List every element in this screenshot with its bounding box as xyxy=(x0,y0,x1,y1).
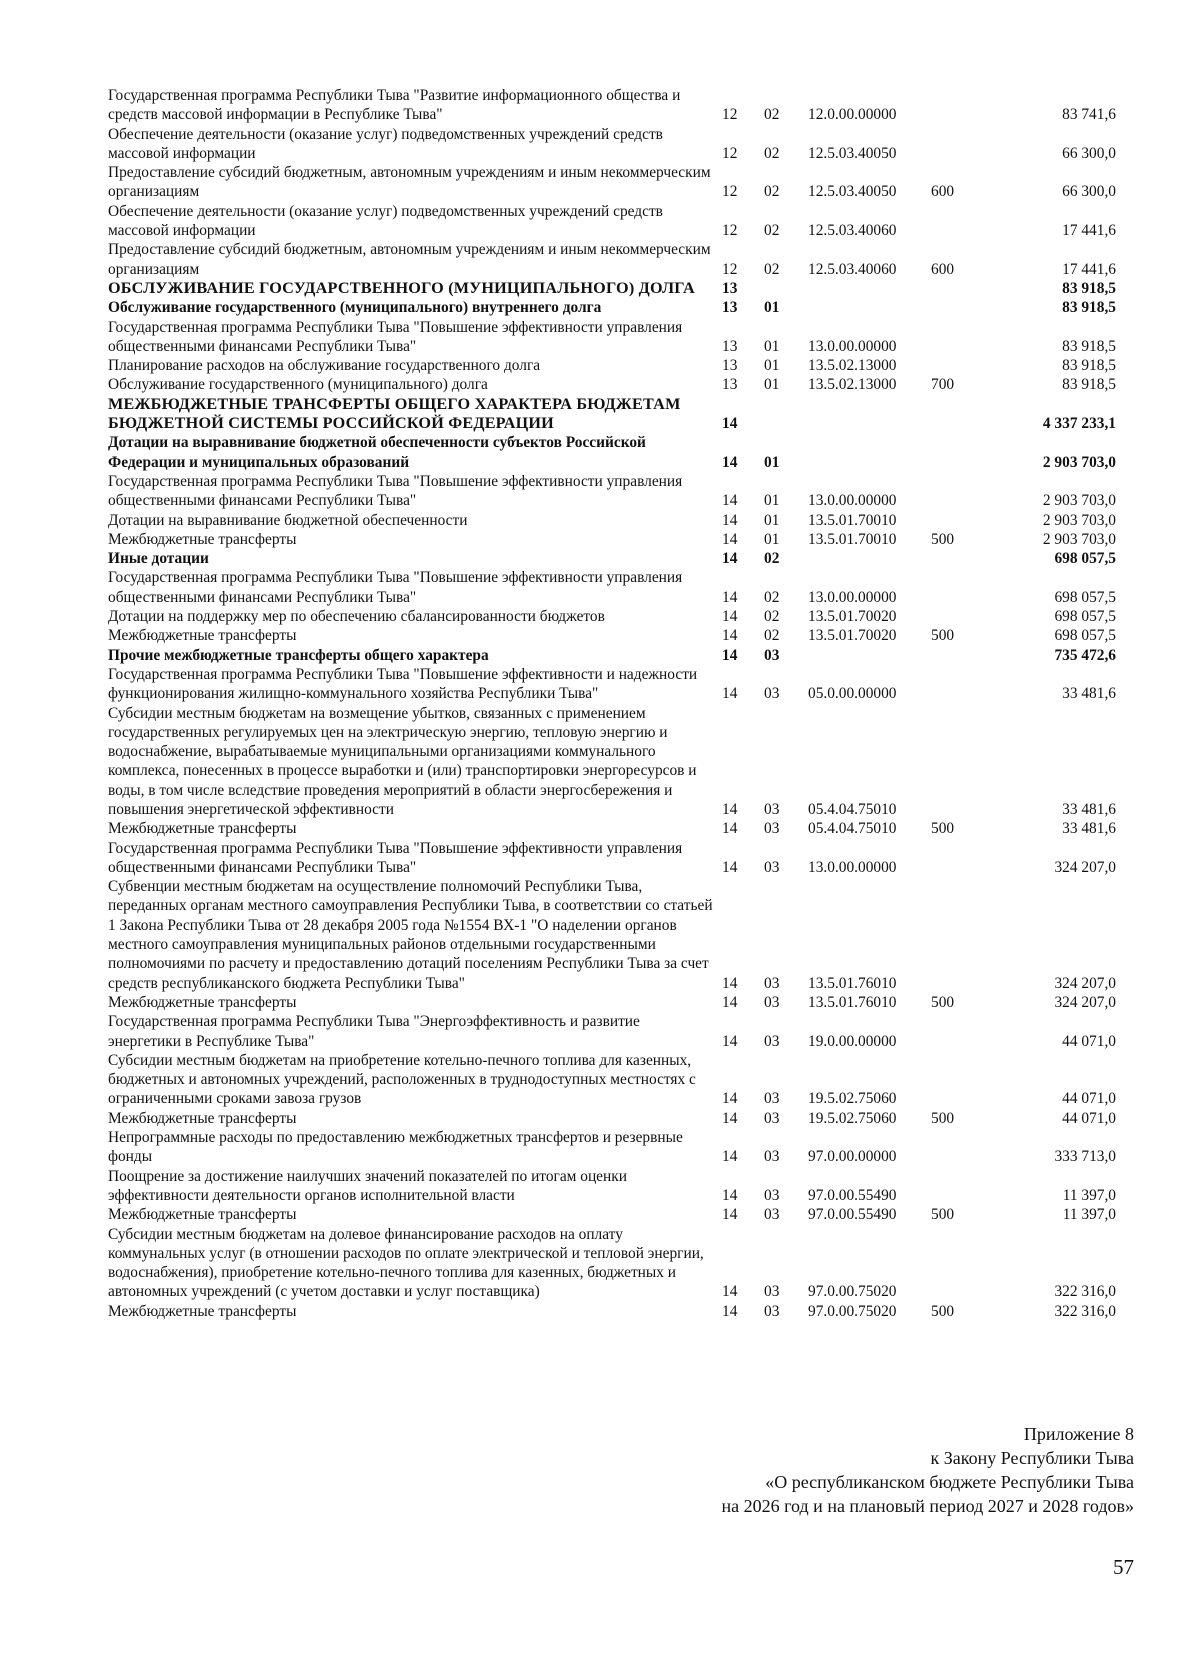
row-target-article: 05.0.00.00000 xyxy=(808,685,897,703)
row-target-article: 13.5.02.13000 xyxy=(808,376,897,394)
row-subsection-code: 02 xyxy=(764,260,780,278)
row-amount: 735 472,6 xyxy=(1054,646,1116,664)
table-row xyxy=(108,125,1116,164)
table-row xyxy=(108,646,1116,665)
row-expense-type xyxy=(931,877,993,993)
row-section-code: 14 xyxy=(722,588,738,606)
row-section-code: 14 xyxy=(722,993,738,1011)
row-target-article: 97.0.00.75020 xyxy=(808,1302,897,1320)
row-target-article: 13.5.01.70010 xyxy=(808,530,897,548)
table-row xyxy=(108,511,1116,530)
row-name: Субвенции местным бюджетам на осуществление полномочий Республики Тыва, переданных органам местного самоуправления Республики Тыва, в соответствии со статьей 1 Закона Республики Тыва от 28 декабря 2005 года №1554 ВХ-1 "О наделении органов местного самоуправления муниципальных районов отдельными государственными полномочиями по расчету и предоставлению дотаций поселениям Республики Тыва за счет средств республиканского бюджета Республики Тыва" xyxy=(108,878,713,992)
row-name: Дотации на выравнивание бюджетной обеспеченности xyxy=(108,511,468,529)
row-amount: 333 713,0 xyxy=(1054,1148,1116,1166)
row-target-article xyxy=(808,279,931,298)
row-section-code: 14 xyxy=(722,858,738,876)
row-section-code: 14 xyxy=(722,1302,738,1320)
row-expense-type xyxy=(931,356,993,375)
row-amount: 66 300,0 xyxy=(1062,144,1116,162)
row-target-article xyxy=(808,433,931,472)
row-name: Государственная программа Республики Тыва "Повышение эффективности управления общественными финансами Республики Тыва" xyxy=(108,569,683,606)
row-amount: 698 057,5 xyxy=(1054,627,1116,645)
row-section-code: 13 xyxy=(722,279,738,297)
row-section-code: 14 xyxy=(722,1109,738,1127)
row-section-code: 14 xyxy=(722,550,738,568)
page-number: 57 xyxy=(1113,1555,1134,1579)
row-expense-type xyxy=(931,125,993,164)
row-name: Государственная программа Республики Тыва "Повышение эффективности управления общественными финансами Республики Тыва" xyxy=(108,839,683,876)
row-expense-type xyxy=(931,646,993,665)
table-row xyxy=(108,356,1116,375)
row-section-code: 14 xyxy=(722,608,738,626)
row-section-code: 14 xyxy=(722,1283,738,1301)
row-target-article: 12.5.03.40060 xyxy=(808,222,897,240)
row-target-article xyxy=(808,395,931,434)
table-row xyxy=(108,202,1116,241)
table-row xyxy=(108,1012,1116,1051)
table-row xyxy=(108,549,1116,568)
appendix-number: Приложение 8 xyxy=(1023,1424,1134,1444)
row-section-code: 14 xyxy=(722,415,738,433)
row-target-article: 13.5.01.70010 xyxy=(808,511,897,529)
table-row xyxy=(108,877,1116,993)
row-expense-type xyxy=(931,839,993,878)
row-expense-type xyxy=(931,86,993,125)
row-name: Межбюджетные трансферты xyxy=(108,1109,297,1127)
row-name: Государственная программа Республики Тыва "Повышение эффективности и надежности функционирования жилищно-коммунального хозяйства Республики Тыва" xyxy=(108,665,698,703)
row-target-article: 05.4.04.75010 xyxy=(808,820,897,838)
row-name: Предоставление субсидий бюджетным, автономным учреждениям и иным некоммерческим организациям xyxy=(108,164,711,201)
row-target-article: 05.4.04.75010 xyxy=(808,800,897,818)
row-amount: 11 397,0 xyxy=(1062,1206,1116,1224)
row-target-article: 13.5.01.76010 xyxy=(808,974,897,992)
row-expense-type xyxy=(931,665,993,704)
row-expense-type: 500 xyxy=(931,1302,955,1320)
table-row xyxy=(108,86,1116,125)
row-target-article: 13.0.00.00000 xyxy=(808,337,897,355)
row-expense-type xyxy=(931,1167,993,1206)
row-subsection-code: 02 xyxy=(764,106,780,124)
row-amount: 324 207,0 xyxy=(1054,974,1116,992)
table-row xyxy=(108,375,1116,394)
table-row xyxy=(108,240,1116,279)
row-section-code: 14 xyxy=(722,1090,738,1108)
row-amount: 698 057,5 xyxy=(1054,588,1116,606)
row-subsection-code: 03 xyxy=(764,646,780,664)
row-section-code: 14 xyxy=(722,1206,738,1224)
row-expense-type xyxy=(931,1225,993,1302)
row-amount: 322 316,0 xyxy=(1054,1302,1116,1320)
table-row xyxy=(108,1051,1116,1109)
row-amount: 324 207,0 xyxy=(1054,858,1116,876)
row-amount: 4 337 233,1 xyxy=(1042,415,1116,433)
row-amount: 2 903 703,0 xyxy=(1042,511,1116,529)
row-expense-type: 500 xyxy=(931,627,955,645)
row-section-code: 14 xyxy=(722,627,738,645)
row-name: Обслуживание государственного (муниципального) долга xyxy=(108,376,488,394)
row-target-article: 13.5.01.70020 xyxy=(808,608,897,626)
row-subsection-code: 02 xyxy=(764,222,780,240)
row-name: Межбюджетные трансферты xyxy=(108,530,297,548)
row-target-article: 97.0.00.00000 xyxy=(808,1148,897,1166)
row-subsection-code: 02 xyxy=(764,627,780,645)
row-name: ОБСЛУЖИВАНИЕ ГОСУДАРСТВЕННОГО (МУНИЦИПАЛЬНОГО) ДОЛГА xyxy=(108,278,695,297)
row-target-article xyxy=(808,549,931,568)
row-section-code: 14 xyxy=(722,1186,738,1204)
row-section-code: 14 xyxy=(722,685,738,703)
table-row xyxy=(108,1109,1116,1128)
row-expense-type xyxy=(931,1012,993,1051)
table-row xyxy=(108,298,1116,317)
table-row xyxy=(108,395,1116,434)
row-name: Субсидии местным бюджетам на долевое финансирование расходов на оплату коммунальных услуг (в отношении расходов по оплате электрической и тепловой энергии, водоснабжения), приобретение котельно-печного топлива для казенных, бюджетных и автономных учреждений (с учетом доставки и услуг поставщика) xyxy=(108,1225,704,1301)
appendix-law-ref: к Закону Республики Тыва xyxy=(930,1448,1134,1468)
row-name: Планирование расходов на обслуживание государственного долга xyxy=(108,357,541,375)
row-expense-type xyxy=(931,1128,993,1167)
row-name: Государственная программа Республики Тыва "Повышение эффективности управления общественными финансами Республики Тыва" xyxy=(108,472,683,510)
budget-table-body xyxy=(108,86,1116,1321)
row-name: Иные дотации xyxy=(108,550,209,568)
budget-table xyxy=(108,86,1116,1321)
row-target-article: 97.0.00.55490 xyxy=(808,1186,897,1204)
row-section-code: 14 xyxy=(722,820,738,838)
row-section-code: 14 xyxy=(722,1148,738,1166)
row-subsection-code: 02 xyxy=(764,144,780,162)
table-row xyxy=(108,433,1116,472)
row-expense-type: 500 xyxy=(931,1206,955,1224)
appendix-law-title: «О республиканском бюджете Республики Тыва xyxy=(765,1472,1134,1492)
row-name: Непрограммные расходы по предоставлению межбюджетных трансфертов и резервные фонды xyxy=(108,1129,683,1166)
row-section-code: 13 xyxy=(722,337,738,355)
table-row xyxy=(108,318,1116,357)
row-expense-type xyxy=(931,511,993,530)
row-target-article: 19.5.02.75060 xyxy=(808,1109,897,1127)
row-subsection-code: 03 xyxy=(764,1148,780,1166)
row-amount: 33 481,6 xyxy=(1062,820,1116,838)
row-name: Межбюджетные трансферты xyxy=(108,627,297,645)
table-row xyxy=(108,279,1116,298)
row-expense-type xyxy=(931,433,993,472)
row-expense-type: 500 xyxy=(931,530,955,548)
row-subsection-code: 03 xyxy=(764,1032,780,1050)
row-section-code: 12 xyxy=(722,222,738,240)
row-subsection-code: 01 xyxy=(764,357,780,375)
table-row xyxy=(108,993,1116,1012)
row-subsection-code xyxy=(764,395,808,434)
table-row xyxy=(108,1225,1116,1302)
row-name: Межбюджетные трансферты xyxy=(108,820,297,838)
row-amount: 17 441,6 xyxy=(1062,222,1116,240)
row-amount: 44 071,0 xyxy=(1062,1090,1116,1108)
row-subsection-code: 03 xyxy=(764,974,780,992)
appendix-heading xyxy=(721,1422,1134,1518)
row-subsection-code: 03 xyxy=(764,858,780,876)
row-amount: 83 918,5 xyxy=(1062,337,1116,355)
row-section-code: 14 xyxy=(722,492,738,510)
row-name: Государственная программа Республики Тыва "Повышение эффективности управления общественными финансами Республики Тыва" xyxy=(108,318,683,355)
row-expense-type xyxy=(931,472,993,511)
table-row xyxy=(108,704,1116,820)
row-amount: 698 057,5 xyxy=(1054,608,1116,626)
row-subsection-code: 03 xyxy=(764,685,780,703)
row-subsection-code: 03 xyxy=(764,820,780,838)
row-amount: 33 481,6 xyxy=(1062,800,1116,818)
row-target-article: 13.5.02.13000 xyxy=(808,357,897,375)
row-amount: 324 207,0 xyxy=(1054,993,1116,1011)
table-row xyxy=(108,819,1116,838)
row-section-code: 14 xyxy=(722,530,738,548)
row-name: Субсидии местным бюджетам на приобретение котельно-печного топлива для казенных, бюджетных и автономных учреждений, расположенных в труднодоступных местностях с ограниченными сроками завоза грузов xyxy=(108,1051,696,1108)
row-amount: 83 918,5 xyxy=(1062,357,1116,375)
row-expense-type xyxy=(931,279,993,298)
row-amount: 2 903 703,0 xyxy=(1042,530,1116,548)
row-target-article: 12.5.03.40050 xyxy=(808,144,897,162)
row-target-article: 13.5.01.70020 xyxy=(808,627,897,645)
row-amount: 83 918,5 xyxy=(1062,299,1116,317)
row-subsection-code: 03 xyxy=(764,1206,780,1224)
row-subsection-code: 01 xyxy=(764,453,780,471)
row-section-code: 14 xyxy=(722,1032,738,1050)
row-expense-type: 500 xyxy=(931,1109,955,1127)
row-expense-type: 700 xyxy=(931,376,955,394)
table-row xyxy=(108,665,1116,704)
row-target-article xyxy=(808,298,931,317)
row-amount: 322 316,0 xyxy=(1054,1283,1116,1301)
row-name: Дотации на выравнивание бюджетной обеспеченности субъектов Российской Федерации и муниципальных образований xyxy=(108,434,646,471)
row-expense-type xyxy=(931,318,993,357)
row-subsection-code: 03 xyxy=(764,993,780,1011)
row-expense-type: 500 xyxy=(931,820,955,838)
table-row xyxy=(108,472,1116,511)
row-amount: 44 071,0 xyxy=(1062,1109,1116,1127)
row-amount: 83 741,6 xyxy=(1062,106,1116,124)
row-target-article: 12.5.03.40060 xyxy=(808,260,897,278)
row-amount: 17 441,6 xyxy=(1062,260,1116,278)
row-amount: 83 918,5 xyxy=(1062,376,1116,394)
row-subsection-code: 03 xyxy=(764,1090,780,1108)
row-section-code: 12 xyxy=(722,144,738,162)
row-name: Субсидии местным бюджетам на возмещение убытков, связанных с применением государственных регулируемых цен на электрическую энергию, тепловую энергию и водоснабжение, вырабатываемые муниципальными организациями коммунального комплекса, понесенных в процессе выработки и (или) транспортировки энергоресурсов и воды, в том числе вследствие проведения мероприятий в области энергосбережения и повышения энергетической эффективности xyxy=(108,704,697,818)
row-target-article: 13.0.00.00000 xyxy=(808,588,897,606)
row-expense-type xyxy=(931,568,993,607)
row-amount: 698 057,5 xyxy=(1054,550,1116,568)
row-name: Обеспечение деятельности (оказание услуг) подведомственных учреждений средств массовой информации xyxy=(108,202,663,240)
row-amount: 2 903 703,0 xyxy=(1042,492,1116,510)
row-expense-type xyxy=(931,298,993,317)
row-target-article: 97.0.00.75020 xyxy=(808,1283,897,1301)
row-target-article: 19.5.02.75060 xyxy=(808,1090,897,1108)
row-expense-type xyxy=(931,607,993,626)
row-name: Межбюджетные трансферты xyxy=(108,1206,297,1224)
row-name: Межбюджетные трансферты xyxy=(108,1302,297,1320)
row-amount: 2 903 703,0 xyxy=(1042,453,1116,471)
row-section-code: 13 xyxy=(722,357,738,375)
row-target-article: 13.0.00.00000 xyxy=(808,858,897,876)
row-subsection-code: 01 xyxy=(764,530,780,548)
row-name: Межбюджетные трансферты xyxy=(108,993,297,1011)
row-subsection-code: 01 xyxy=(764,492,780,510)
row-subsection-code xyxy=(764,279,808,298)
row-subsection-code: 03 xyxy=(764,1186,780,1204)
row-target-article: 12.5.03.40050 xyxy=(808,183,897,201)
row-subsection-code: 02 xyxy=(764,550,780,568)
row-subsection-code: 03 xyxy=(764,1283,780,1301)
row-expense-type xyxy=(931,549,993,568)
row-section-code: 13 xyxy=(722,299,738,317)
row-subsection-code: 01 xyxy=(764,511,780,529)
row-amount: 44 071,0 xyxy=(1062,1032,1116,1050)
table-row xyxy=(108,1128,1116,1167)
row-expense-type: 600 xyxy=(931,183,955,201)
row-section-code: 12 xyxy=(722,260,738,278)
row-section-code: 14 xyxy=(722,453,738,471)
table-row xyxy=(108,839,1116,878)
row-subsection-code: 02 xyxy=(764,588,780,606)
row-subsection-code: 03 xyxy=(764,1302,780,1320)
row-name: Государственная программа Республики Тыва "Развитие информационного общества и средств массовой информации в Республике Тыва" xyxy=(108,87,681,124)
row-target-article: 13.5.01.76010 xyxy=(808,993,897,1011)
table-row xyxy=(108,1167,1116,1206)
row-subsection-code: 02 xyxy=(764,608,780,626)
table-row xyxy=(108,163,1116,202)
row-subsection-code: 01 xyxy=(764,376,780,394)
row-name: Предоставление субсидий бюджетным, автономным учреждениям и иным некоммерческим организациям xyxy=(108,241,711,278)
row-expense-type: 600 xyxy=(931,260,955,278)
row-target-article: 12.0.00.00000 xyxy=(808,106,897,124)
row-expense-type xyxy=(931,704,993,820)
table-row xyxy=(108,568,1116,607)
row-section-code: 14 xyxy=(722,974,738,992)
row-amount: 11 397,0 xyxy=(1062,1186,1116,1204)
row-amount: 66 300,0 xyxy=(1062,183,1116,201)
row-subsection-code: 02 xyxy=(764,183,780,201)
row-subsection-code: 01 xyxy=(764,337,780,355)
row-expense-type: 500 xyxy=(931,993,955,1011)
row-target-article: 97.0.00.55490 xyxy=(808,1206,897,1224)
row-name: Обслуживание государственного (муниципального) внутреннего долга xyxy=(108,299,602,317)
row-name: Поощрение за достижение наилучших значений показателей по итогам оценки эффективности деятельности органов исполнительной власти xyxy=(108,1167,627,1204)
appendix-law-period: на 2026 год и на плановый период 2027 и 2028 годов» xyxy=(721,1496,1134,1516)
row-section-code: 14 xyxy=(722,511,738,529)
row-section-code: 14 xyxy=(722,800,738,818)
table-row xyxy=(108,530,1116,549)
row-section-code: 14 xyxy=(722,646,738,664)
table-row xyxy=(108,626,1116,645)
row-name: Государственная программа Республики Тыва "Энергоэффективность и развитие энергетики в Республике Тыва" xyxy=(108,1013,640,1050)
row-subsection-code: 01 xyxy=(764,299,780,317)
row-target-article: 19.0.00.00000 xyxy=(808,1032,897,1050)
row-name: Прочие межбюджетные трансферты общего характера xyxy=(108,646,489,664)
row-name: Дотации на поддержку мер по обеспечению сбалансированности бюджетов xyxy=(108,608,605,626)
table-row xyxy=(108,607,1116,626)
row-amount: 33 481,6 xyxy=(1062,685,1116,703)
table-row xyxy=(108,1205,1116,1224)
row-expense-type xyxy=(931,202,993,241)
row-subsection-code: 03 xyxy=(764,800,780,818)
row-expense-type xyxy=(931,395,993,434)
table-row xyxy=(108,1302,1116,1321)
row-amount: 83 918,5 xyxy=(1062,279,1116,297)
row-name: Обеспечение деятельности (оказание услуг) подведомственных учреждений средств массовой информации xyxy=(108,125,663,162)
row-target-article: 13.0.00.00000 xyxy=(808,492,897,510)
row-section-code: 12 xyxy=(722,106,738,124)
row-expense-type xyxy=(931,1051,993,1109)
row-section-code: 12 xyxy=(722,183,738,201)
row-section-code: 13 xyxy=(722,376,738,394)
row-subsection-code: 03 xyxy=(764,1109,780,1127)
row-name: МЕЖБЮДЖЕТНЫЕ ТРАНСФЕРТЫ ОБЩЕГО ХАРАКТЕРА БЮДЖЕТАМ БЮДЖЕТНОЙ СИСТЕМЫ РОССИЙСКОЙ ФЕДЕРАЦИИ xyxy=(108,394,681,433)
row-target-article xyxy=(808,646,931,665)
